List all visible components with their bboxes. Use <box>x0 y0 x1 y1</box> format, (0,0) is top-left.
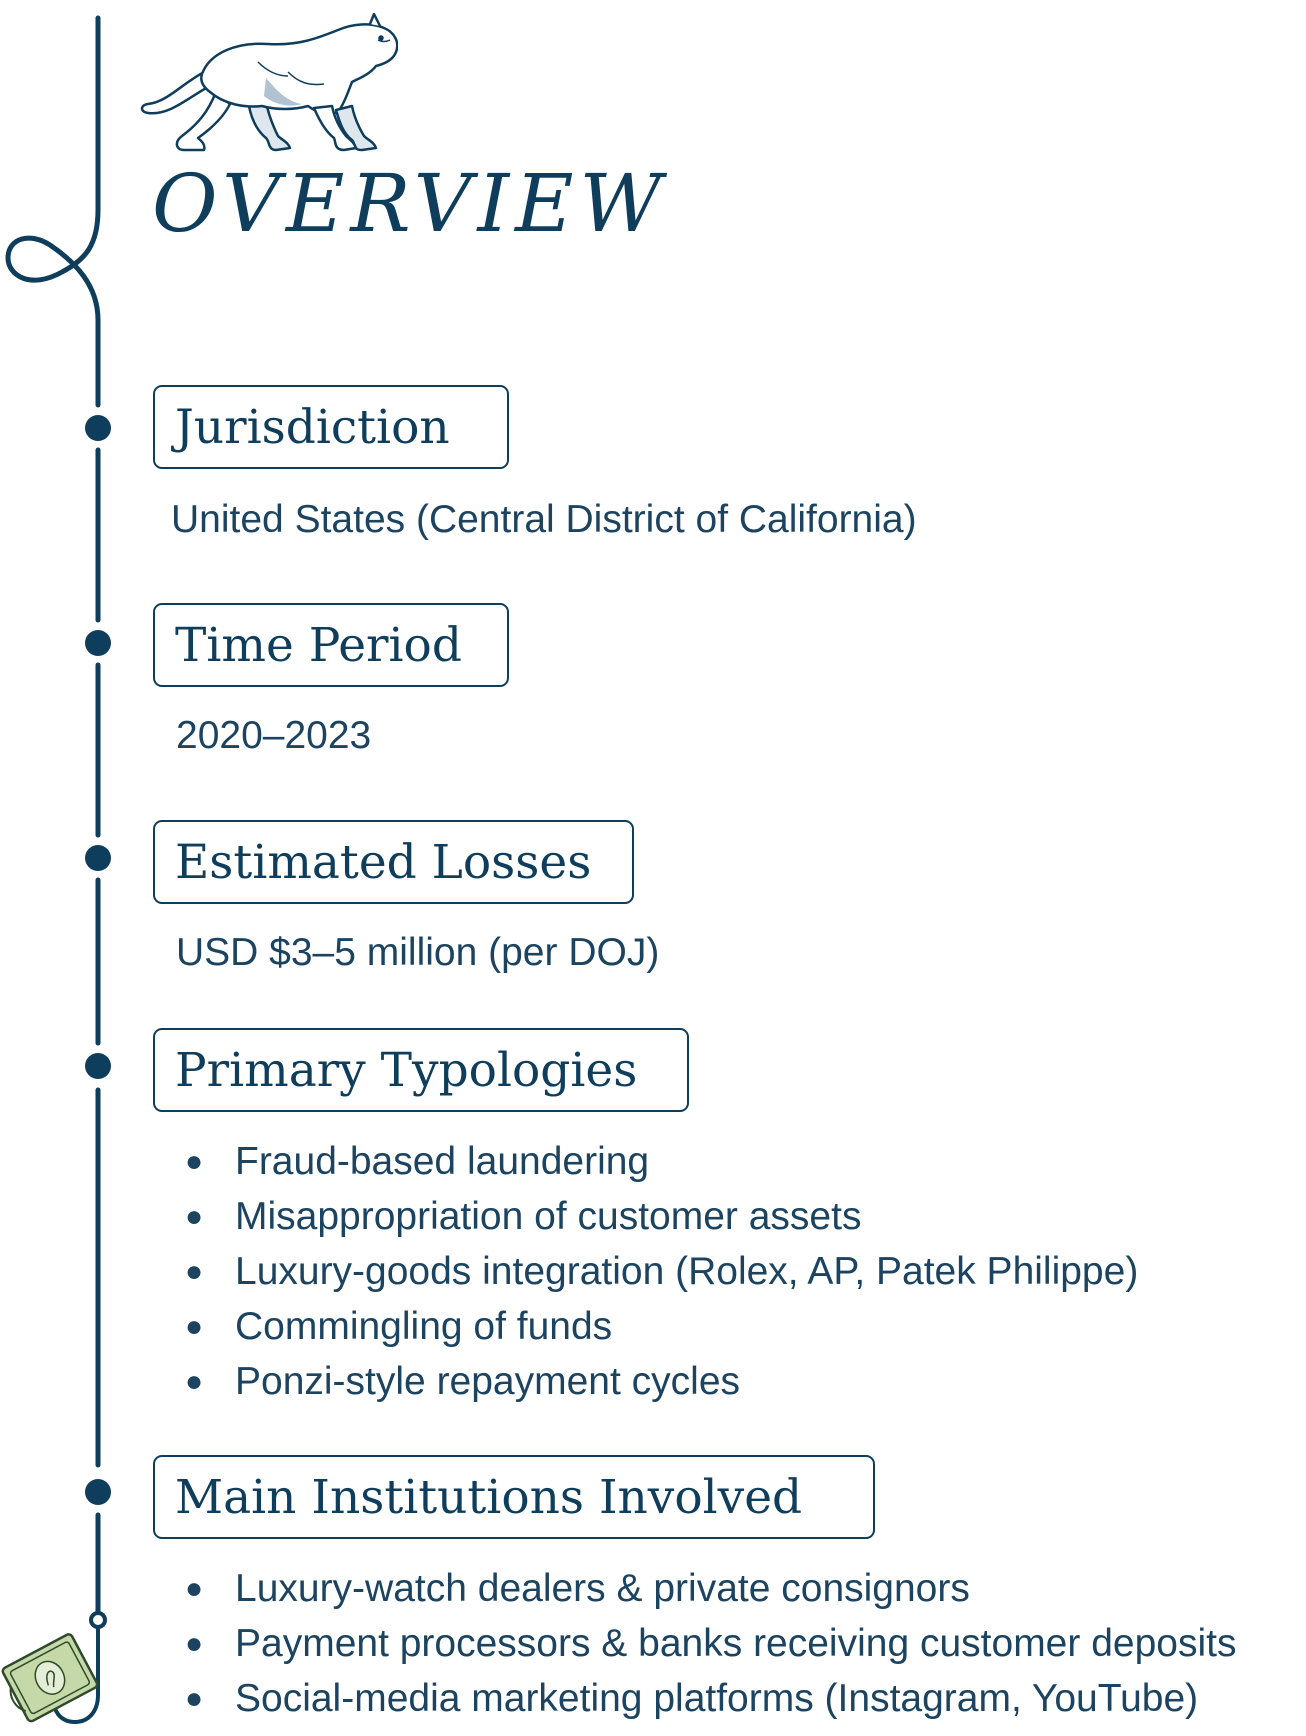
bullet-icon: ● <box>185 1365 204 1398</box>
section-heading-time-period: Time Period <box>153 603 509 687</box>
list-item: ● Ponzi-style repayment cycles <box>185 1354 1138 1409</box>
timeline-dot <box>85 630 111 656</box>
list-item: ● Payment processors & banks receiving customer deposits <box>185 1616 1236 1671</box>
institutions-list <box>185 1561 1236 1726</box>
jurisdiction-value: United States (Central District of California) <box>171 498 917 541</box>
page-title: OVERVIEW <box>152 157 668 250</box>
list-item: ● Misappropriation of customer assets <box>185 1189 1138 1244</box>
time-period-value: 2020–2023 <box>176 714 372 757</box>
list-item: ● Commingling of funds <box>185 1299 1138 1354</box>
list-item: ● Social-media marketing platforms (Instagram, YouTube) <box>185 1671 1236 1726</box>
timeline-dot <box>85 1479 111 1505</box>
section-heading-primary-typologies: Primary Typologies <box>153 1028 689 1112</box>
section-heading-main-institutions: Main Institutions Involved <box>153 1455 875 1539</box>
cougar-illustration <box>138 12 398 157</box>
estimated-losses-value: USD $3–5 million (per DOJ) <box>176 931 660 974</box>
typologies-list <box>185 1134 1138 1409</box>
bullet-icon: ● <box>185 1145 204 1178</box>
dollar-bill-icon <box>0 1618 100 1736</box>
timeline-line-top <box>8 18 98 405</box>
timeline-dot <box>85 415 111 441</box>
timeline <box>0 0 140 1736</box>
timeline-dot <box>85 1053 111 1079</box>
bullet-icon: ● <box>185 1572 204 1605</box>
list-item: ● Luxury-watch dealers & private consignors <box>185 1561 1236 1616</box>
timeline-dot <box>85 845 111 871</box>
bullet-icon: ● <box>185 1255 204 1288</box>
bullet-icon: ● <box>185 1200 204 1233</box>
bullet-icon: ● <box>185 1310 204 1343</box>
bullet-icon: ● <box>185 1627 204 1660</box>
list-item: ● Fraud-based laundering <box>185 1134 1138 1189</box>
list-item: ● Luxury-goods integration (Rolex, AP, Patek Philippe) <box>185 1244 1138 1299</box>
section-heading-estimated-losses: Estimated Losses <box>153 820 634 904</box>
section-heading-jurisdiction: Jurisdiction <box>153 385 509 469</box>
bullet-icon: ● <box>185 1682 204 1715</box>
